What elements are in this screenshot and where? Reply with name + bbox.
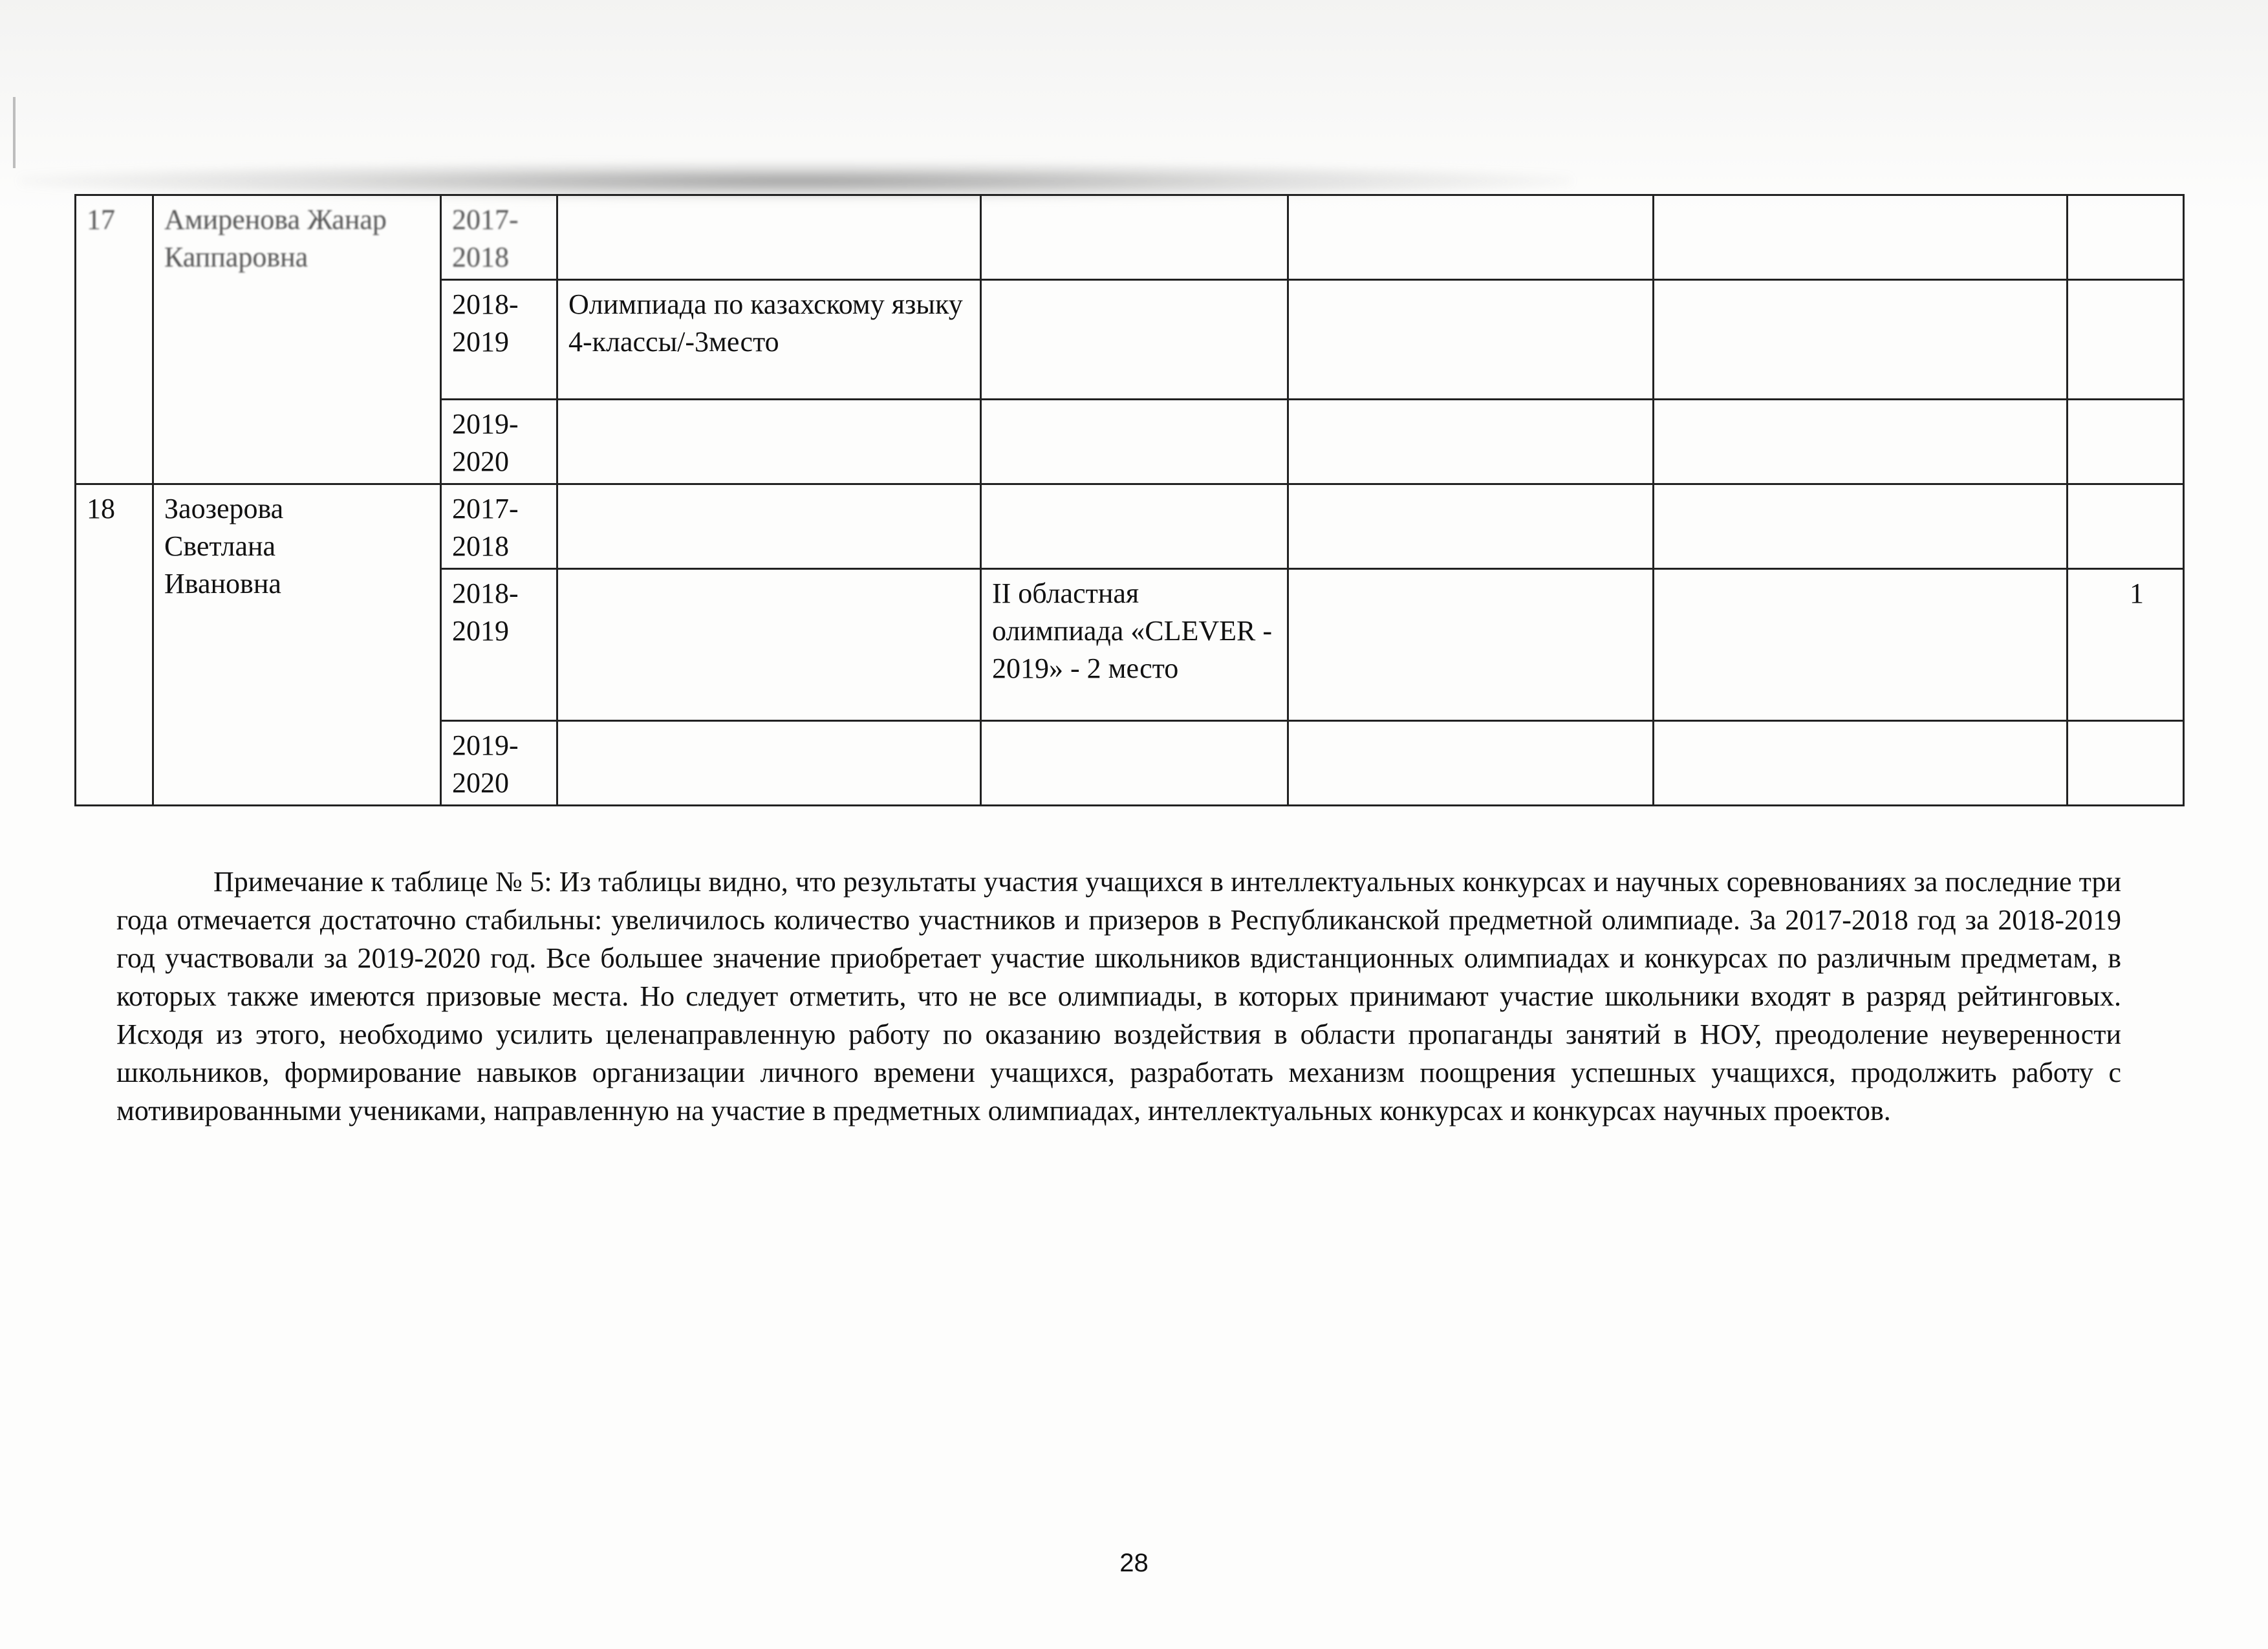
row-number: 17 <box>76 195 153 484</box>
cell-col4 <box>557 569 981 721</box>
academic-year: 2017-2018 <box>441 195 557 280</box>
academic-year: 2018-2019 <box>441 569 557 721</box>
teacher-name: Заозерова Светлана Ивановна <box>153 484 441 806</box>
cell-col7 <box>1654 400 2068 484</box>
cell-col5 <box>981 721 1288 806</box>
cell-col6 <box>1288 280 1654 400</box>
cell-col6 <box>1288 195 1654 280</box>
cell-col8 <box>2068 280 2184 400</box>
cell-col6 <box>1288 400 1654 484</box>
cell-col4 <box>557 195 981 280</box>
cell-col6 <box>1288 484 1654 569</box>
cell-col5 <box>981 280 1288 400</box>
cell-col5 <box>981 400 1288 484</box>
cell-col6 <box>1288 721 1654 806</box>
cell-col7 <box>1654 195 2068 280</box>
cell-col5: II областная олимпиада «CLEVER - 2019» - 2 место <box>981 569 1288 721</box>
cell-col7 <box>1654 721 2068 806</box>
cell-col5 <box>981 484 1288 569</box>
cell-col4 <box>557 721 981 806</box>
page-number: 28 <box>1119 1549 1149 1577</box>
cell-col4 <box>557 484 981 569</box>
cell-col7 <box>1654 569 2068 721</box>
table-row <box>76 195 2184 280</box>
table-note: Примечание к таблице № 5: Из таблицы видно, что результаты участия учащихся в интеллектуальных конкурсах и научных соревнованиях за последние три года отмечается достаточно стабильны: увеличилось количество участников и призеров в Республиканской предметной олимпиаде. За 2017-2018 год за 2018-2019 год участвовали за 2019-2020 год. Все большее значение приобретает участие школьников вдистанционных олимпиадах и конкурсах по различным предметам, в которых также имеются призовые места. Но следует отметить, что не все олимпиады, в которых принимают участие школьники входят в разряд рейтинговых. Исходя из этого, необходимо усилить целенаправленную работу по оказанию воздействия в области пропаганды занятий в НОУ, преодоление неуверенности школьников, формирование навыков организации личного времени учащихся, разработать механизм поощрения успешных учащихся, продолжить работу с мотивированными учениками, направленную на участие в предметных олимпиадах, интеллектуальных конкурсах и конкурсах научных проектов. <box>116 866 2121 1126</box>
cell-col4: Олимпиада по казахскому языку 4-классы/-3место <box>557 280 981 400</box>
cell-col8 <box>2068 400 2184 484</box>
row-number: 18 <box>76 484 153 806</box>
results-table <box>74 194 2185 806</box>
teacher-name: Амиренова Жанар Каппаровна <box>153 195 441 484</box>
cell-col6 <box>1288 569 1654 721</box>
academic-year: 2018-2019 <box>441 280 557 400</box>
academic-year: 2019-2020 <box>441 400 557 484</box>
table-row <box>76 484 2184 569</box>
cell-col8 <box>2068 721 2184 806</box>
cell-col5 <box>981 195 1288 280</box>
academic-year: 2019-2020 <box>441 721 557 806</box>
cell-col8 <box>2068 484 2184 569</box>
cell-col4 <box>557 400 981 484</box>
cell-col7 <box>1654 280 2068 400</box>
cell-col8: 1 <box>2068 569 2184 721</box>
academic-year: 2017-2018 <box>441 484 557 569</box>
scan-edge-mark <box>13 97 16 168</box>
cell-col7 <box>1654 484 2068 569</box>
cell-col8 <box>2068 195 2184 280</box>
